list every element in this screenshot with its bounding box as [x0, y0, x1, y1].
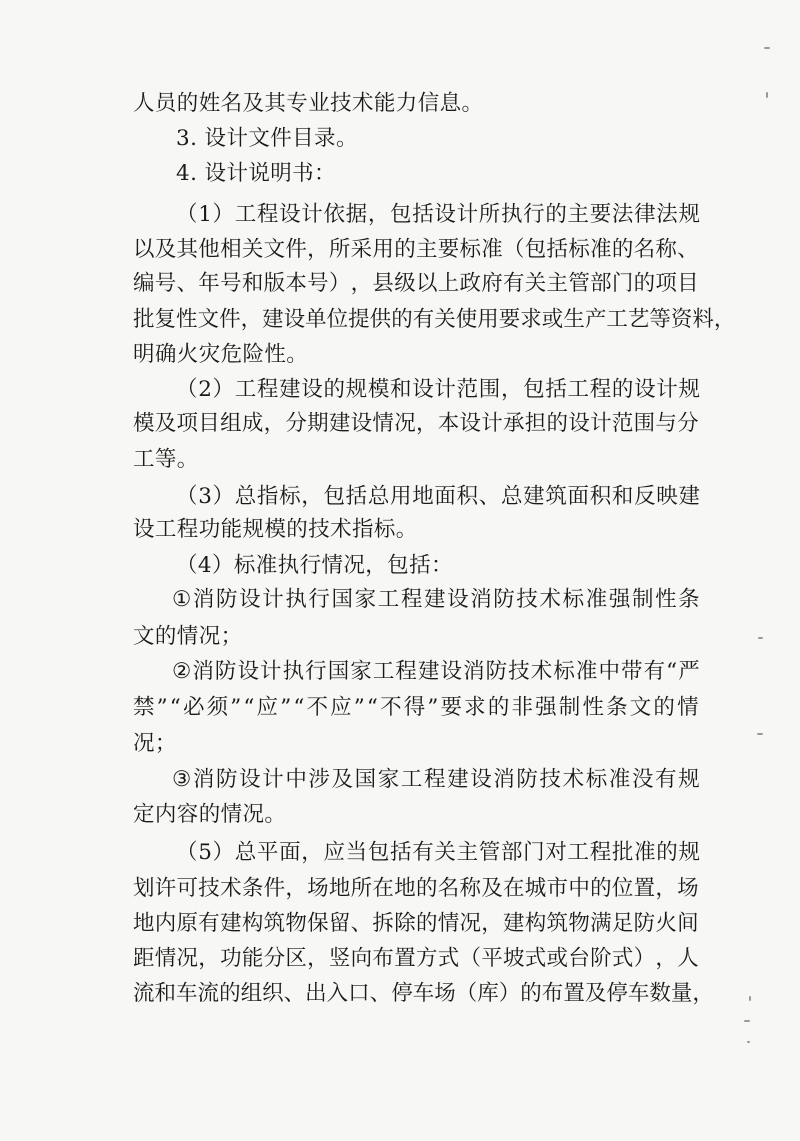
paragraph-5-line: 地 内 原 有 建 构 筑 物 保 留 、 拆 除 的 情 况 ， 建 构 筑 物 满 足 防 火 间	[133, 911, 699, 936]
paragraph-3-line: （ 3 ） 总 指 标 ， 包 括 总 用 地 面 积 、 总 建 筑 面 积 和 反 映 建	[176, 484, 700, 509]
sub-item-1-line: ① 消 防 设 计 执 行 国 家 工 程 建 设 消 防 技 术 标 准 强 制 性 条	[172, 587, 700, 612]
paragraph-2-line: 工等。	[133, 447, 199, 472]
paragraph-2-line: 模 及 项 目 组 成 ， 分 期 建 设 情 况 ， 本 设 计 承 担 的 设 计 范 围 与 分	[133, 411, 699, 436]
scan-speck	[749, 996, 751, 1001]
scan-speck	[747, 1041, 750, 1043]
text-line: 人员的姓名及其专业技术能力信息。	[133, 91, 484, 116]
paragraph-1-line: （ 1 ） 工 程 设 计 依 据 ， 包 括 设 计 所 执 行 的 主 要 法 律 法 规	[176, 202, 700, 227]
sub-item-2-line: 况；	[133, 731, 177, 756]
sub-item-3-line: ③ 消 防 设 计 中 涉 及 国 家 工 程 建 设 消 防 技 术 标 准 没 有 规	[172, 767, 700, 792]
paragraph-5-line: 距 情 况 ， 功 能 分 区 ， 竖 向 布 置 方 式 （ 平 坡 式 或 台 阶 式 ） ， 人	[133, 946, 699, 971]
paragraph-5-line: 流 和 车 流 的 组 织 、 出 入 口 、 停 车 场 （ 库 ） 的 布 置 及 停 车 数 量 ，	[133, 981, 714, 1006]
scan-speck	[766, 92, 768, 98]
list-item-4: 4. 设计说明书：	[176, 161, 336, 186]
scan-speck	[764, 47, 770, 49]
scan-speck	[744, 1020, 750, 1022]
sub-item-2-line: ② 消 防 设 计 执 行 国 家 工 程 建 设 消 防 技 术 标 准 中 带 有 “ 严	[172, 659, 700, 684]
sub-item-3-line: 定内容的情况。	[133, 802, 287, 827]
paragraph-1-line: 明确火灾危险性。	[133, 342, 309, 367]
paragraph-3-line: 设工程功能规模的技术指标。	[133, 517, 418, 542]
paragraph-4-line: （4）标准执行情况，包括：	[176, 553, 453, 578]
paragraph-1-line: 编 号 、 年 号 和 版 本 号 ） ， 县 级 以 上 政 府 有 关 主 管 部 门 的 项 目	[133, 271, 699, 296]
scan-speck	[758, 637, 763, 639]
paragraph-5-line: （ 5 ） 总 平 面 ， 应 当 包 括 有 关 主 管 部 门 对 工 程 批 准 的 规	[176, 840, 700, 865]
list-item-3: 3. 设计文件目录。	[176, 126, 358, 151]
paragraph-1-line: 批 复 性 文 件 ， 建 设 单 位 提 供 的 有 关 使 用 要 求 或 生 产 工 艺 等 资 料 ，	[133, 307, 736, 332]
paragraph-2-line: （ 2 ） 工 程 建 设 的 规 模 和 设 计 范 围 ， 包 括 工 程 的 设 计 规	[176, 377, 700, 402]
paragraph-1-line: 以 及 其 他 相 关 文 件 ， 所 采 用 的 主 要 标 准 （ 包 括 标 准 的 名 称 、	[133, 237, 699, 262]
sub-item-1-line: 文的情况；	[133, 624, 243, 649]
sub-item-2-line: 禁 ” “ 必 须 ” “ 应 ” “ 不 应 ” “ 不 得 ” 要 求 的 非 强 制 性 条 文 的 情	[133, 695, 699, 720]
paragraph-5-line: 划 许 可 技 术 条 件 ， 场 地 所 在 地 的 名 称 及 在 城 市 中 的 位 置 ， 场	[133, 876, 699, 901]
scan-speck	[757, 733, 763, 735]
